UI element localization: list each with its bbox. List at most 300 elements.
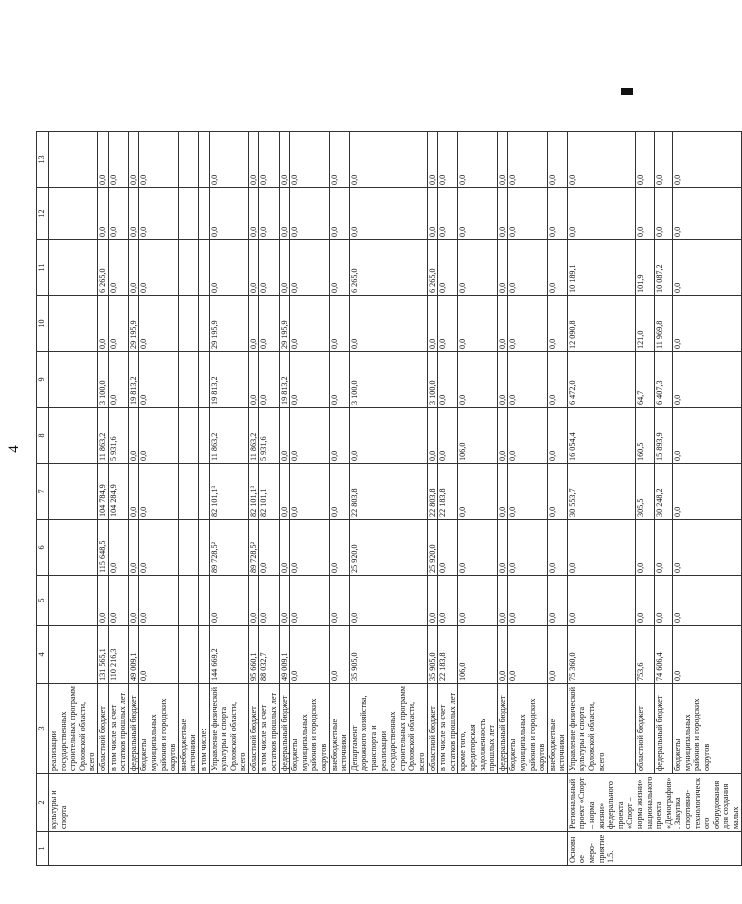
value-cell: 15 893,9 xyxy=(654,408,672,464)
value-cell: 3 100,0 xyxy=(97,352,108,408)
value-cell xyxy=(178,408,198,464)
value-cell: 29 195,9 xyxy=(279,296,290,352)
value-cell: 64,7 xyxy=(636,352,654,408)
value-cell: 0,0 xyxy=(438,408,458,464)
value-cell: 0,0 xyxy=(547,520,567,576)
value-cell: 0,0 xyxy=(128,464,139,520)
funding-source-cell: в том числе за счет остатков прошлых лет xyxy=(108,684,128,774)
value-cell: 95 660,1 xyxy=(248,626,259,684)
value-cell: 0,0 xyxy=(438,240,458,296)
table-row xyxy=(329,132,349,866)
value-cell: 3 100,0 xyxy=(427,352,438,408)
value-cell: 0,0 xyxy=(547,464,567,520)
funding-source-cell: в том числе за счет остатков прошлых лет xyxy=(438,684,458,774)
value-cell: 0,0 xyxy=(259,188,279,240)
value-cell: 0,0 xyxy=(279,188,290,240)
value-cell: 12 090,8 xyxy=(567,296,635,352)
value-cell xyxy=(178,464,198,520)
value-cell: 0,0 xyxy=(458,464,497,520)
value-cell xyxy=(198,132,209,188)
value-cell: 0,0 xyxy=(108,240,128,296)
value-cell: 0,0 xyxy=(349,188,427,240)
value-cell xyxy=(178,132,198,188)
value-cell: 0,0 xyxy=(97,296,108,352)
funding-source-cell: бюджеты муниципальных районов и городских округов xyxy=(290,684,329,774)
value-cell: 6 265,0 xyxy=(349,240,427,296)
col-header: 11 xyxy=(37,240,49,296)
value-cell: 0,0 xyxy=(636,576,654,626)
value-cell: 0,0 xyxy=(636,188,654,240)
value-cell: 0,0 xyxy=(349,576,427,626)
value-cell: 30 553,7 xyxy=(567,464,635,520)
value-cell: 0,0 xyxy=(567,576,635,626)
table-row xyxy=(178,132,198,866)
value-cell: 0,0 xyxy=(139,408,178,464)
value-cell: 29 195,9 xyxy=(209,296,248,352)
value-cell: 0,0 xyxy=(673,464,741,520)
value-cell xyxy=(178,576,198,626)
value-cell: 82 101,1³ xyxy=(209,464,248,520)
value-cell: 0,0 xyxy=(259,352,279,408)
row-group-number: Основное меро-приятие 1.5. xyxy=(567,832,741,866)
value-cell: 0,0 xyxy=(290,520,329,576)
col-header: 9 xyxy=(37,352,49,408)
value-cell: 0,0 xyxy=(259,240,279,296)
value-cell: 11 863,2 xyxy=(248,408,259,464)
value-cell xyxy=(198,576,209,626)
value-cell xyxy=(49,464,98,520)
row-group-title: культуры и спорта xyxy=(49,774,568,832)
value-cell: 0,0 xyxy=(290,296,329,352)
value-cell: 0,0 xyxy=(654,188,672,240)
funding-source-cell: федеральный бюджет xyxy=(279,684,290,774)
value-cell: 6 265,0 xyxy=(427,240,438,296)
value-cell: 0,0 xyxy=(139,240,178,296)
funding-source-cell: внебюджетные источники xyxy=(547,684,567,774)
value-cell: 0,0 xyxy=(438,576,458,626)
value-cell: 0,0 xyxy=(458,188,497,240)
value-cell: 0,0 xyxy=(508,188,547,240)
value-cell: 0,0 xyxy=(128,576,139,626)
value-cell: 5 931,6 xyxy=(259,408,279,464)
value-cell: 0,0 xyxy=(508,464,547,520)
value-cell: 89 728,5² xyxy=(248,520,259,576)
value-cell: 0,0 xyxy=(547,576,567,626)
value-cell: 0,0 xyxy=(636,520,654,576)
value-cell: 0,0 xyxy=(329,464,349,520)
value-cell: 0,0 xyxy=(209,132,248,188)
value-cell: 29 195,9 xyxy=(128,296,139,352)
table-row xyxy=(290,132,329,866)
value-cell: 82 101,1 xyxy=(259,464,279,520)
table-row xyxy=(497,132,508,866)
value-cell: 0,0 xyxy=(209,576,248,626)
value-cell: 19 813,2 xyxy=(128,352,139,408)
value-cell xyxy=(178,240,198,296)
table-row xyxy=(673,132,741,866)
value-cell: 35 905,0 xyxy=(427,626,438,684)
funding-source-cell: реализации государственных строительных программ Орловской области, всего xyxy=(49,684,98,774)
value-cell: 0,0 xyxy=(209,188,248,240)
value-cell xyxy=(49,520,98,576)
funding-source-cell: кроме того, кредиторская задолженность прошлых лет xyxy=(458,684,497,774)
value-cell xyxy=(198,296,209,352)
value-cell: 6 265,0 xyxy=(97,240,108,296)
table-row xyxy=(427,132,438,866)
value-cell: 0,0 xyxy=(259,132,279,188)
col-header: 4 xyxy=(37,626,49,684)
value-cell: 0,0 xyxy=(248,352,259,408)
value-cell xyxy=(49,296,98,352)
value-cell: 0,0 xyxy=(427,132,438,188)
value-cell xyxy=(198,626,209,684)
value-cell: 0,0 xyxy=(139,520,178,576)
funding-source-cell: внебюджетные источники xyxy=(178,684,198,774)
funding-source-cell: в том числе: xyxy=(198,684,209,774)
value-cell: 10 087,2 xyxy=(654,240,672,296)
col-header: 1 xyxy=(37,832,49,866)
value-cell: 0,0 xyxy=(248,576,259,626)
table-row xyxy=(458,132,497,866)
funding-source-cell: федеральный бюджет xyxy=(654,684,672,774)
value-cell: 0,0 xyxy=(567,132,635,188)
value-cell xyxy=(49,188,98,240)
value-cell: 0,0 xyxy=(458,352,497,408)
value-cell: 25 920,0 xyxy=(427,520,438,576)
table-row xyxy=(508,132,547,866)
value-cell: 0,0 xyxy=(547,626,567,684)
value-cell: 144 669,2 xyxy=(209,626,248,684)
value-cell: 0,0 xyxy=(673,520,741,576)
value-cell: 0,0 xyxy=(259,296,279,352)
value-cell xyxy=(49,576,98,626)
value-cell: 0,0 xyxy=(438,296,458,352)
value-cell: 22 183,8 xyxy=(438,626,458,684)
value-cell: 5 931,6 xyxy=(108,408,128,464)
value-cell: 10 189,1 xyxy=(567,240,635,296)
value-cell: 0,0 xyxy=(497,132,508,188)
value-cell: 0,0 xyxy=(279,408,290,464)
value-cell: 0,0 xyxy=(290,188,329,240)
value-cell: 49 009,1 xyxy=(279,626,290,684)
value-cell: 0,0 xyxy=(97,576,108,626)
value-cell: 0,0 xyxy=(108,296,128,352)
value-cell: 0,0 xyxy=(547,352,567,408)
value-cell: 0,0 xyxy=(497,520,508,576)
funding-source-cell: бюджеты муниципальных районов и городских округов xyxy=(508,684,547,774)
funding-source-cell: областной бюджет xyxy=(427,684,438,774)
value-cell: 0,0 xyxy=(248,296,259,352)
value-cell: 0,0 xyxy=(108,520,128,576)
value-cell: 25 920,0 xyxy=(349,520,427,576)
value-cell: 0,0 xyxy=(458,240,497,296)
value-cell: 0,0 xyxy=(290,352,329,408)
value-cell: 16 054,4 xyxy=(567,408,635,464)
table-row xyxy=(547,132,567,866)
value-cell: 11 863,2 xyxy=(97,408,108,464)
value-cell xyxy=(49,132,98,188)
value-cell: 0,0 xyxy=(497,240,508,296)
funding-source-cell: областной бюджет xyxy=(636,684,654,774)
value-cell: 0,0 xyxy=(128,188,139,240)
value-cell: 0,0 xyxy=(497,464,508,520)
table-row xyxy=(636,132,654,866)
value-cell: 0,0 xyxy=(497,296,508,352)
value-cell: 0,0 xyxy=(329,352,349,408)
column-number-row xyxy=(37,132,49,866)
value-cell: 0,0 xyxy=(97,188,108,240)
value-cell: 0,0 xyxy=(248,240,259,296)
value-cell: 0,0 xyxy=(673,408,741,464)
value-cell: 0,0 xyxy=(497,188,508,240)
value-cell: 0,0 xyxy=(329,132,349,188)
table-row xyxy=(49,132,98,866)
value-cell: 0,0 xyxy=(497,576,508,626)
value-cell: 0,0 xyxy=(654,576,672,626)
value-cell: 0,0 xyxy=(139,464,178,520)
value-cell: 305,5 xyxy=(636,464,654,520)
value-cell: 49 009,1 xyxy=(128,626,139,684)
value-cell: 0,0 xyxy=(108,132,128,188)
value-cell: 0,0 xyxy=(567,188,635,240)
value-cell: 3 100,0 xyxy=(349,352,427,408)
value-cell: 0,0 xyxy=(508,240,547,296)
value-cell: 0,0 xyxy=(673,132,741,188)
table-row xyxy=(259,132,279,866)
value-cell: 0,0 xyxy=(139,576,178,626)
value-cell: 0,0 xyxy=(567,520,635,576)
funding-source-cell: Управление физической культуры и спорта Орловской области, всего xyxy=(209,684,248,774)
value-cell xyxy=(178,626,198,684)
budget-table xyxy=(36,131,742,866)
value-cell: 0,0 xyxy=(279,240,290,296)
value-cell: 0,0 xyxy=(139,626,178,684)
value-cell: 0,0 xyxy=(97,132,108,188)
value-cell: 0,0 xyxy=(438,132,458,188)
table-row xyxy=(97,132,108,866)
value-cell xyxy=(198,408,209,464)
funding-source-cell: областной бюджет xyxy=(97,684,108,774)
value-cell: 0,0 xyxy=(290,240,329,296)
value-cell: 0,0 xyxy=(259,576,279,626)
value-cell: 0,0 xyxy=(329,408,349,464)
value-cell: 0,0 xyxy=(108,188,128,240)
table-row xyxy=(248,132,259,866)
value-cell: 160,5 xyxy=(636,408,654,464)
value-cell: 0,0 xyxy=(636,132,654,188)
value-cell xyxy=(178,296,198,352)
value-cell: 0,0 xyxy=(673,296,741,352)
table-row xyxy=(349,132,427,866)
page-number: 4 xyxy=(6,445,22,453)
col-header: 7 xyxy=(37,464,49,520)
value-cell: 0,0 xyxy=(497,408,508,464)
table-row xyxy=(128,132,139,866)
value-cell: 0,0 xyxy=(128,520,139,576)
value-cell: 0,0 xyxy=(128,408,139,464)
value-cell: 0,0 xyxy=(128,240,139,296)
value-cell: 19 813,2 xyxy=(209,352,248,408)
value-cell xyxy=(178,520,198,576)
value-cell: 0,0 xyxy=(654,520,672,576)
value-cell: 0,0 xyxy=(673,188,741,240)
value-cell: 0,0 xyxy=(508,626,547,684)
value-cell: 82 101,1³ xyxy=(248,464,259,520)
value-cell: 0,0 xyxy=(673,626,741,684)
value-cell: 0,0 xyxy=(458,576,497,626)
funding-source-cell: федеральный бюджет xyxy=(497,684,508,774)
value-cell: 0,0 xyxy=(438,520,458,576)
value-cell: 0,0 xyxy=(139,296,178,352)
row-group-number xyxy=(49,832,568,866)
value-cell: 0,0 xyxy=(508,352,547,408)
col-header: 10 xyxy=(37,296,49,352)
value-cell: 19 813,2 xyxy=(279,352,290,408)
value-cell: 88 032,7 xyxy=(259,626,279,684)
value-cell: 0,0 xyxy=(290,408,329,464)
funding-source-cell: в том числе за счет остатков прошлых лет xyxy=(259,684,279,774)
value-cell xyxy=(49,240,98,296)
value-cell: 104 784,9 xyxy=(97,464,108,520)
value-cell: 0,0 xyxy=(547,408,567,464)
value-cell: 0,0 xyxy=(290,626,329,684)
col-header: 6 xyxy=(37,520,49,576)
value-cell: 0,0 xyxy=(458,296,497,352)
value-cell: 0,0 xyxy=(497,352,508,408)
col-header: 5 xyxy=(37,576,49,626)
value-cell: 0,0 xyxy=(458,132,497,188)
value-cell xyxy=(198,464,209,520)
value-cell: 0,0 xyxy=(673,352,741,408)
value-cell: 0,0 xyxy=(329,576,349,626)
value-cell: 0,0 xyxy=(108,352,128,408)
value-cell: 0,0 xyxy=(139,352,178,408)
table-row xyxy=(108,132,128,866)
value-cell xyxy=(198,188,209,240)
value-cell: 0,0 xyxy=(458,520,497,576)
col-header: 3 xyxy=(37,684,49,774)
value-cell: 104 284,9 xyxy=(108,464,128,520)
value-cell: 0,0 xyxy=(248,188,259,240)
value-cell: 0,0 xyxy=(128,132,139,188)
value-cell: 35 905,0 xyxy=(349,626,427,684)
value-cell xyxy=(178,188,198,240)
value-cell: 0,0 xyxy=(427,188,438,240)
value-cell: 0,0 xyxy=(108,576,128,626)
value-cell: 0,0 xyxy=(673,240,741,296)
value-cell: 753,6 xyxy=(636,626,654,684)
value-cell: 0,0 xyxy=(259,520,279,576)
funding-source-cell: внебюджетные источники xyxy=(329,684,349,774)
value-cell: 0,0 xyxy=(547,132,567,188)
value-cell: 75 360,0 xyxy=(567,626,635,684)
value-cell xyxy=(49,626,98,684)
row-group-title: Региональный проект «Спорт – норма жизни» федерального проекта «Спорт – норма жизни» национального проекта «Демография». Закупка спортивно-технологического оборудования для создания малых xyxy=(567,774,741,832)
value-cell: 0,0 xyxy=(329,626,349,684)
value-cell: 0,0 xyxy=(349,132,427,188)
value-cell: 0,0 xyxy=(427,408,438,464)
funding-source-cell: федеральный бюджет xyxy=(128,684,139,774)
value-cell: 6 407,3 xyxy=(654,352,672,408)
value-cell: 0,0 xyxy=(508,296,547,352)
value-cell: 0,0 xyxy=(139,132,178,188)
value-cell: 22 183,8 xyxy=(438,464,458,520)
value-cell xyxy=(49,352,98,408)
value-cell: 131 565,1 xyxy=(97,626,108,684)
value-cell: 0,0 xyxy=(279,464,290,520)
value-cell: 0,0 xyxy=(349,296,427,352)
col-header: 2 xyxy=(37,774,49,832)
value-cell: 6 472,0 xyxy=(567,352,635,408)
value-cell: 0,0 xyxy=(329,240,349,296)
value-cell xyxy=(198,520,209,576)
value-cell: 106,0 xyxy=(458,408,497,464)
value-cell: 0,0 xyxy=(508,132,547,188)
funding-source-cell: бюджеты муниципальных районов и городских округов xyxy=(139,684,178,774)
value-cell: 22 803,8 xyxy=(427,464,438,520)
value-cell: 106,0 xyxy=(458,626,497,684)
value-cell: 0,0 xyxy=(673,576,741,626)
value-cell: 0,0 xyxy=(279,520,290,576)
table-row xyxy=(209,132,248,866)
value-cell: 0,0 xyxy=(508,520,547,576)
value-cell: 101,9 xyxy=(636,240,654,296)
col-header: 8 xyxy=(37,408,49,464)
value-cell: 0,0 xyxy=(438,352,458,408)
value-cell: 11 969,8 xyxy=(654,296,672,352)
value-cell: 0,0 xyxy=(547,296,567,352)
table-row xyxy=(279,132,290,866)
table-row xyxy=(567,132,635,866)
table-row xyxy=(438,132,458,866)
value-cell: 0,0 xyxy=(508,408,547,464)
value-cell: 115 648,5 xyxy=(97,520,108,576)
value-cell: 0,0 xyxy=(654,132,672,188)
col-header: 12 xyxy=(37,188,49,240)
table-row xyxy=(139,132,178,866)
value-cell: 0,0 xyxy=(329,296,349,352)
value-cell: 0,0 xyxy=(438,188,458,240)
value-cell: 11 863,2 xyxy=(209,408,248,464)
table-row xyxy=(198,132,209,866)
funding-source-cell: бюджеты муниципальных районов и городских округов xyxy=(673,684,741,774)
value-cell: 0,0 xyxy=(279,132,290,188)
value-cell xyxy=(198,352,209,408)
value-cell: 0,0 xyxy=(139,188,178,240)
value-cell: 0,0 xyxy=(329,188,349,240)
value-cell: 0,0 xyxy=(209,240,248,296)
value-cell: 74 606,4 xyxy=(654,626,672,684)
value-cell: 0,0 xyxy=(427,296,438,352)
value-cell xyxy=(178,352,198,408)
value-cell: 0,0 xyxy=(508,576,547,626)
value-cell: 110 216,3 xyxy=(108,626,128,684)
funding-source-cell: Управление физической культуры и спорта Орловской области, всего xyxy=(567,684,635,774)
col-header: 13 xyxy=(37,132,49,188)
value-cell: 0,0 xyxy=(547,188,567,240)
funding-source-cell: Департамент дорожного хозяйства, транспорта и реализации государственных строительных программ Орловской области, всего xyxy=(349,684,427,774)
value-cell: 0,0 xyxy=(290,464,329,520)
value-cell: 0,0 xyxy=(290,576,329,626)
table-row xyxy=(654,132,672,866)
value-cell: 30 248,2 xyxy=(654,464,672,520)
value-cell: 0,0 xyxy=(248,132,259,188)
value-cell: 22 803,8 xyxy=(349,464,427,520)
value-cell: 0,0 xyxy=(427,576,438,626)
value-cell: 0,0 xyxy=(279,576,290,626)
value-cell: 0,0 xyxy=(497,626,508,684)
value-cell: 0,0 xyxy=(547,240,567,296)
